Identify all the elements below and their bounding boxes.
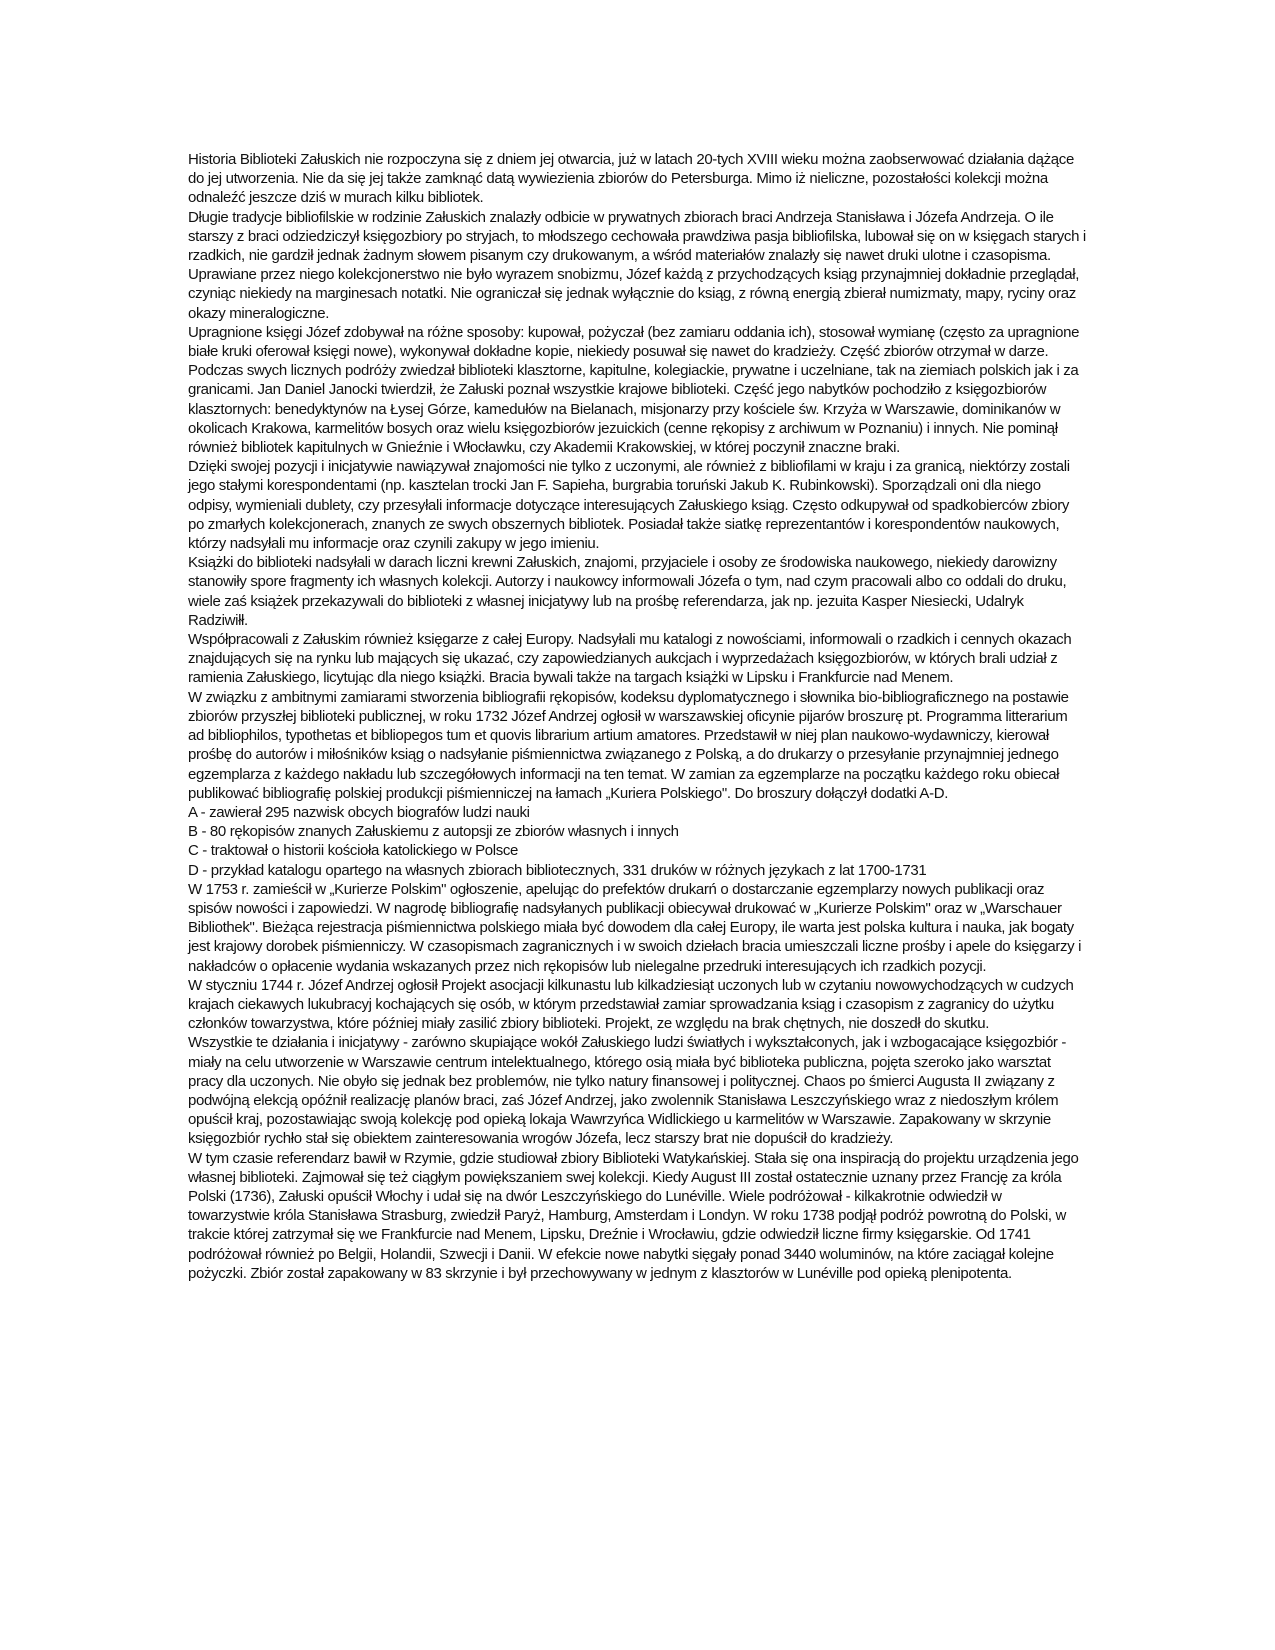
paragraph-kurier-announcement: W 1753 r. zamieścił w „Kurierze Polskim" ogłoszenie, apelując do prefektów drukarń o dostarczanie egzemplarzy nowych publikacji oraz spisów nowości i zapowiedzi. W nagrodę bibliografię nadsyłanych publikacji obiecywał drukować w „Kurierze Polskim" oraz w „Warschauer Bibliothek". Bieżąca rejestracja piśmiennictwa polskiego miała być dowodem dla całej Europy, ile warta jest polska kultura i nauka, jak bogaty jest krajowy dorobek piśmienniczy. W czasopismach zagranicznych i w swoich dziełach bracia umieszczali liczne prośby i apele do księgarzy i nakładców o opłacenie wydania wskazanych przez nich rękopisów lub nielegalne przedruki interesujących ich rzadkich pozycji. — [188, 880, 1082, 975]
paragraph-booksellers: Współpracowali z Załuskim również księgarze z całej Europy. Nadsyłali mu katalogi z nowościami, informowali o rzadkich i cennych okazach znajdujących się na rynku lub mających się ukazać, czy zapowiedzianych aukcjach i wyprzedażach księgozbiorów, w których brali udział z ramienia Załuskiego, licytując dla niego książki. Bracia bywali także na targach książki w Lipsku i Frankfurcie nad Menem. — [188, 631, 1072, 687]
paragraph-programma: W związku z ambitnymi zamiarami stworzenia bibliografii rękopisów, kodeksu dyplomatycznego i słownika bio-bibliograficznego na postawie zbiorów przyszłej biblioteki publicznej, w roku 1732 Józef Andrzej ogłosił w warszawskiej oficynie pijarów broszurę pt. Programma litterarium ad bibliophilos, typothetas et bibliopegos tum et quovis librarium artium amatores. Przedstawił w niej plan naukowo-wydawniczy, kierował prośbę do autorów i miłośników ksiąg o nadsyłanie piśmiennictwa związanego z Polską, a do drukarzy o przesyłanie przynajmniej jednego egzemplarza z każdego nakładu lub szczegółowych informacji na ten temat. W zamian za egzemplarze na początku każdego roku obiecał publikować bibliografię polskiej produkcji piśmienniczej na łamach „Kuriera Polskiego". Do broszury dołączył dodatki A-D. — [188, 688, 1069, 802]
paragraph-appendix-d: D - przykład katalogu opartego na własnych zbiorach bibliotecznych, 331 druków w różnych językach z lat 1700-1731 — [188, 861, 927, 879]
document-page — [188, 150, 1086, 1283]
paragraph-appendix-b: B - 80 rękopisów znanych Załuskiemu z autopsji ze zbiorów własnych i innych — [188, 823, 679, 841]
paragraph-intellectual-center: Wszystkie te działania i inicjatywy - zarówno skupiające wokół Załuskiego ludzi światłych i wykształconych, jak i wzbogacające księgozbiór - miały na celu utworzenie w Warszawie centrum intelektualnego, którego osią miała być biblioteka publiczna, pojęta szeroko jako warsztat pracy dla uczonych. Nie obyło się jednak bez problemów, nie tylko natury finansowej i politycznej. Chaos po śmierci Augusta II związany z podwójną elekcją opóźnił realizację planów braci, zaś Józef Andrzej, jako zwolennik Stanisława Leszczyńskiego wraz z niedoszłym królem opuścił kraj, pozostawiając swoją kolekcję pod opieką lokaja Wawrzyńca Widlickiego u karmelitów w Warszawie. Zapakowany w skrzynie księgozbiór rychło stał się obiektem zainteresowania wrogów Józefa, lecz starszy brat nie dopuścił do kradzieży. — [188, 1034, 1067, 1148]
paragraph-association-project: W styczniu 1744 r. Józef Andrzej ogłosił Projekt asocjacji kilkunastu lub kilkadziesiąt uczonych lub w czytaniu nowowychodzących w cudzych krajach ciekawych lukubracyj kochających się osób, w którym przedstawiał zamiar sprowadzania ksiąg i czasopism z zagranicy do użytku członków towarzystwa, które później miały zasilić zbiory biblioteki. Projekt, ze względu na brak chętnych, nie doszedł do skutku. — [188, 976, 1074, 1033]
paragraph-rome-and-travels: W tym czasie referendarz bawił w Rzymie, gdzie studiował zbiory Biblioteki Watykańskiej. Stała się ona inspiracją do projektu urządzenia jego własnej biblioteki. Zajmował się też ciągłym powiększaniem swej kolekcji. Kiedy August III został ostatecznie uznany przez Francję za króla Polski (1736), Załuski opuścił Włochy i udał się na dwór Leszczyńskiego do Lunéville. Wiele podróżował - kilkakrotnie odwiedził w towarzystwie króla Stanisława Strasburg, zwiedził Paryż, Hamburg, Amsterdam i Londyn. W roku 1738 podjął podróż powrotną do Polski, w trakcie której zatrzymał się we Frankfurcie nad Menem, Lipsku, Dreźnie i Wrocławiu, gdzie odwiedził liczne firmy księgarskie. Od 1741 podróżował również po Belgii, Holandii, Szwecji i Danii. W efekcie nowe nabytki sięgały ponad 3440 woluminów, na które zaciągał kolejne pożyczki. Zbiór został zapakowany w 83 skrzynie i był przechowywany w jednym z klasztorów w Lunéville pod opieką plenipotenta. — [188, 1149, 1079, 1282]
paragraph-bibliophile-tradition: Długie tradycje bibliofilskie w rodzinie Załuskich znalazły odbicie w prywatnych zbiorach braci Andrzeja Stanisława i Józefa Andrzeja. O ile starszy z braci odziedziczył księgozbiory po stryjach, to młodszego cechowała prawdziwa pasja bibliofilska, lubował się on w księgach starych i rzadkich, nie gardził jednak żadnym słowem pisanym czy drukowanym, a wśród materiałów znalazły się nawet druki ulotne i czasopisma. Uprawiane przez niego kolekcjonerstwo nie było wyrazem snobizmu, Józef każdą z przychodzących ksiąg przynajmniej dokładnie przeglądał, czyniąc niekiedy na marginesach notatki. Nie ograniczał się jednak wyłącznie do ksiąg, z równą energią zbierał numizmaty, mapy, ryciny oraz okazy mineralogiczne. — [188, 208, 1086, 322]
paragraph-donations: Książki do biblioteki nadsyłali w darach liczni krewni Załuskich, znajomi, przyjaciele i osoby ze środowiska naukowego, niekiedy darowizny stanowiły spore fragmenty ich własnych kolekcji. Autorzy i naukowcy informowali Józefa o tym, nad czym pracowali albo co oddali do druku, wiele zaś książek przekazywali do biblioteki z własnej inicjatywy lub na prośbę referendarza, jak np. jezuita Kasper Niesiecki, Udalryk Radziwiłł. — [188, 554, 1067, 629]
paragraph-appendix-a: A - zawierał 295 nazwisk obcych biografów ludzi nauki — [188, 803, 530, 821]
paragraph-history-intro: Historia Biblioteki Załuskich nie rozpoczyna się z dniem jej otwarcia, już w latach 20-tych XVIII wieku można zaobserwować działania dążące do jej utworzenia. Nie da się jej także zamknąć datą wywiezienia zbiorów do Petersburga. Mimo iż nieliczne, pozostałości kolekcji można odnaleźć jeszcze dziś w murach kilku bibliotek. — [188, 151, 1074, 207]
paragraph-correspondents: Dzięki swojej pozycji i inicjatywie nawiązywał znajomości nie tylko z uczonymi, ale również z bibliofilami w kraju i za granicą, niektórzy zostali jego stałymi korespondentami (np. kasztelan trocki Jan F. Sapieha, burgrabia toruński Jakub K. Rubinkowski). Sporządzali oni dla niego odpisy, wymieniali dublety, czy przesyłali informacje dotyczące interesujących Załuskiego ksiąg. Często odkupywał od spadkobierców zbiory po zmarłych kolekcjonerach, znanych ze swych obszernych bibliotek. Posiadał także siatkę reprezentantów i korespondentów naukowych, którzy nadsyłali mu informacje oraz czynili zakupy w jego imieniu. — [188, 458, 1070, 553]
paragraph-appendix-c: C - traktował o historii kościoła katolickiego w Polsce — [188, 842, 519, 860]
paragraph-acquisition-methods: Upragnione księgi Józef zdobywał na różne sposoby: kupował, pożyczał (bez zamiaru oddania ich), stosował wymianę (często za upragnione białe kruki oferował księgi nowe), wykonywał dokładne kopie, niekiedy posuwał się nawet do kradzieży. Część zbiorów otrzymał w darze. — [188, 323, 1080, 361]
paragraph-travels: Podczas swych licznych podróży zwiedzał biblioteki klasztorne, kapitulne, kolegiackie, prywatne i uczelniane, tak na ziemiach polskich jak i za granicami. Jan Daniel Janocki twierdził, że Załuski poznał wszystkie krajowe biblioteki. Część jego nabytków pochodziło z księgozbiorów klasztornych: benedyktynów na Łysej Górze, kamedułów na Bielanach, misjonarzy przy kościele św. Krzyża w Warszawie, dominikanów w okolicach Krakowa, karmelitów bosych oraz wielu księgozbiorów jezuickich (cenne rękopisy z archiwum w Poznaniu) i innych. Nie pominął również bibliotek kapitulnych w Gnieźnie i Włocławku, czy Akademii Krakowskiej, w której poczynił znaczne braki. — [188, 362, 1079, 457]
